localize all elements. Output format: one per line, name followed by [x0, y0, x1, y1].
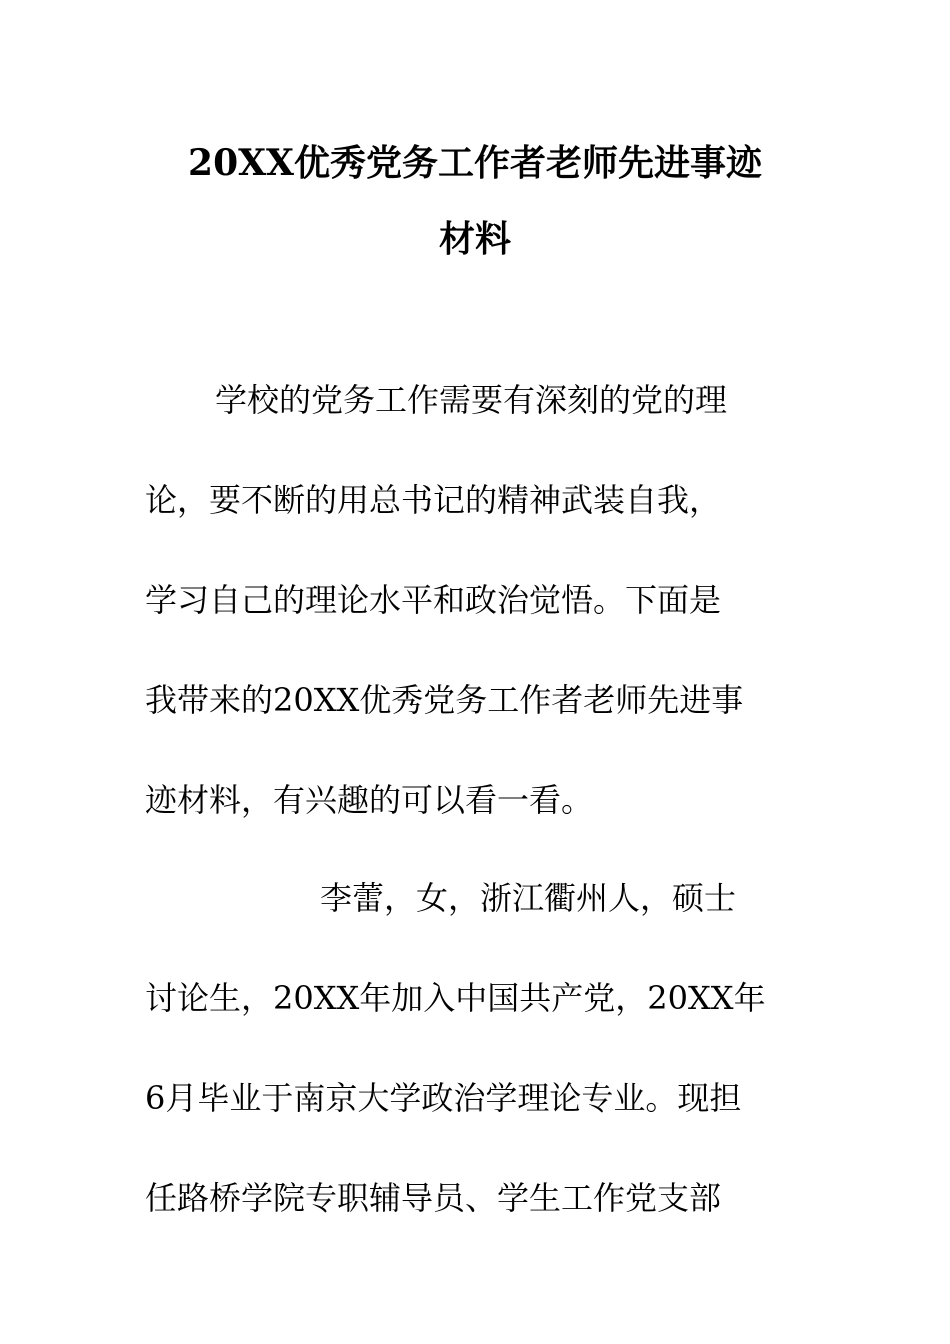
title-line-1: 20XX优秀党务工作者老师先进事迹	[188, 142, 762, 184]
paragraph-line: 学习自己的理论水平和政治觉悟。下面是	[145, 581, 722, 619]
paragraph-line: 任路桥学院专职辅导员、学生工作党支部	[145, 1179, 722, 1217]
paragraph-line: 我带来的20XX优秀党务工作者老师先进事	[145, 681, 744, 719]
paragraph-line: 李蕾，女，浙江衢州人，硕士	[320, 879, 737, 917]
paragraph-line: 讨论生，20XX年加入中国共产党，20XX年	[145, 979, 766, 1017]
title-line-2: 材料	[438, 218, 511, 260]
paragraph-line: 迹材料，有兴趣的可以看一看。	[145, 781, 594, 819]
paragraph-line: 学校的党务工作需要有深刻的党的理	[215, 381, 728, 419]
document-title	[120, 125, 830, 277]
paragraph-line: 论，要不断的用总书记的精神武装自我，	[145, 481, 722, 519]
paragraph-line: 6月毕业于南京大学政治学理论专业。现担	[145, 1079, 742, 1117]
